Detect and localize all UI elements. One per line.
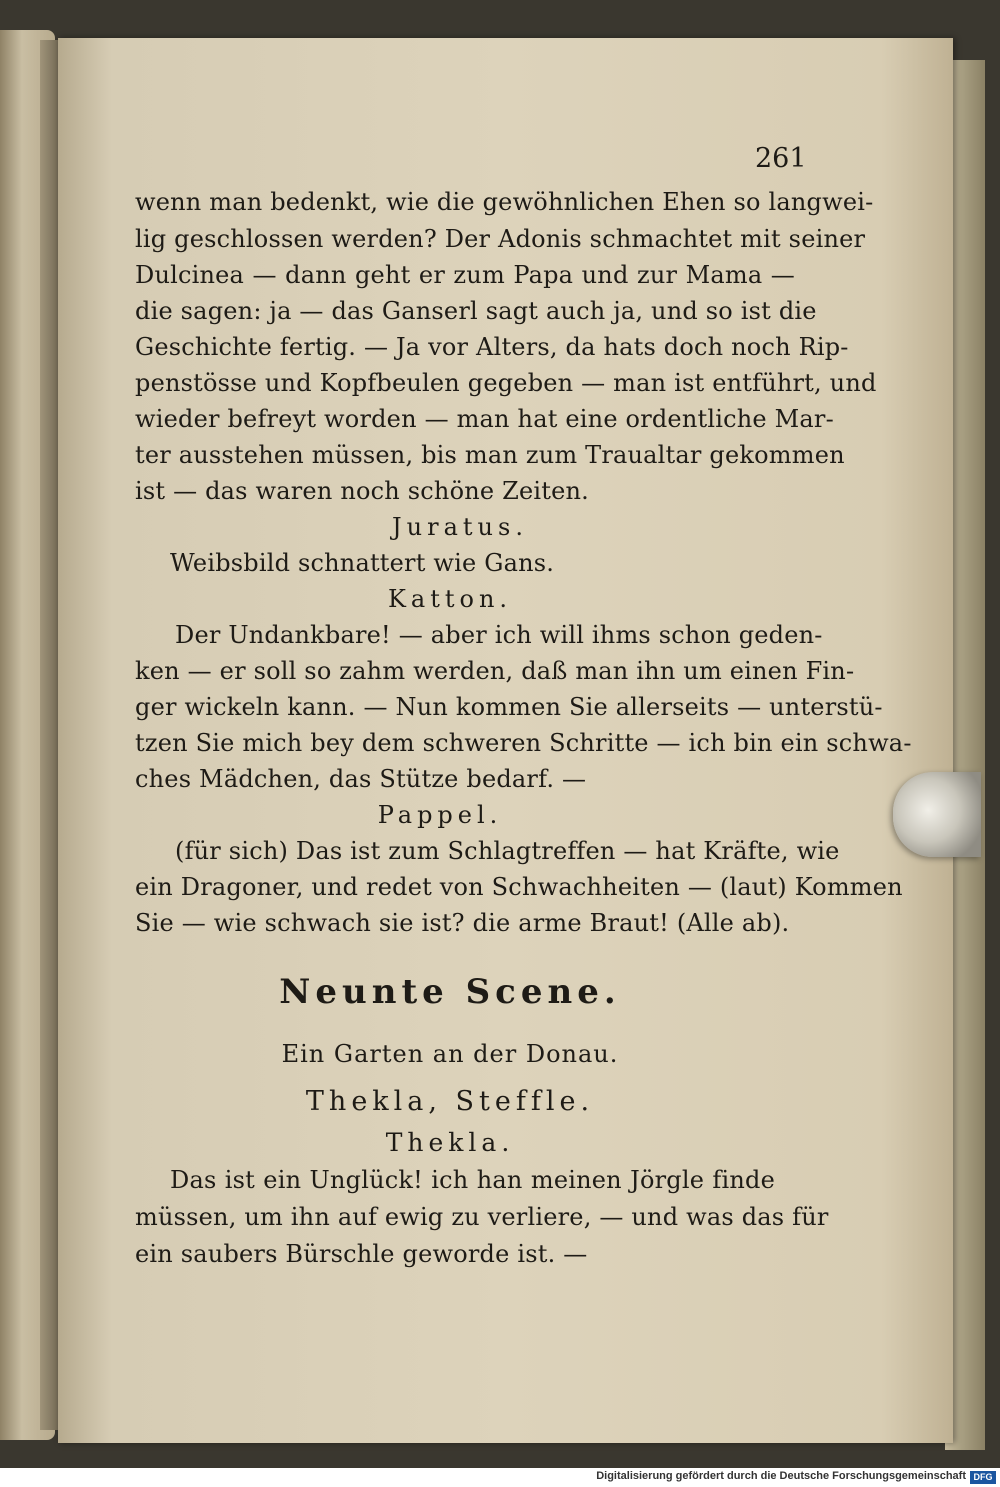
text-line: Weibsbild schnattert wie Gans. xyxy=(170,549,555,577)
dfg-logo-icon: DFG xyxy=(970,1471,996,1484)
credit-footer xyxy=(0,1468,1000,1487)
text-line: ist — das waren noch schöne Zeiten. xyxy=(135,477,589,505)
text-line: Sie — wie schwach sie ist? die arme Braut! (Alle ab). xyxy=(135,909,790,937)
text-line: wieder befreyt worden — man hat eine ordentliche Mar- xyxy=(135,405,834,433)
text-line: müssen, um ihn auf ewig zu verliere, — und was das für xyxy=(135,1203,829,1231)
text-line: Geschichte fertig. — Ja vor Alters, da hats doch noch Rip- xyxy=(135,333,849,361)
text-line: lig geschlossen werden? Der Adonis schmachtet mit seiner xyxy=(135,225,866,253)
text-line: (für sich) Das ist zum Schlagtreffen — hat Kräfte, wie xyxy=(175,837,840,865)
speaker-name: Juratus. xyxy=(392,513,528,541)
text-line: tzen Sie mich bey dem schweren Schritte — ich bin ein schwa- xyxy=(135,729,912,757)
text-line: penstösse und Kopfbeulen gegeben — man ist entführt, und xyxy=(135,369,877,397)
text-line: ger wickeln kann. — Nun kommen Sie allerseits — unterstü- xyxy=(135,693,883,721)
scene-setting: Ein Garten an der Donau. xyxy=(281,1040,619,1068)
text-line: Der Undankbare! — aber ich will ihms schon geden- xyxy=(175,621,823,649)
page-number: 261 xyxy=(755,143,807,174)
scene-characters: Thekla, Steffle. xyxy=(305,1086,595,1117)
text-line: ken — er soll so zahm werden, daß man ihn um einen Fin- xyxy=(135,657,855,685)
speaker-name: Thekla. xyxy=(385,1128,515,1157)
text-line: Das ist ein Unglück! ich han meinen Jörgle finde xyxy=(170,1166,775,1194)
funding-credit: Digitalisierung gefördert durch die Deutsche Forschungsgemeinschaft xyxy=(596,1470,966,1482)
speaker-name: Katton. xyxy=(387,585,513,613)
text-line: ein saubers Bürschle geworde ist. — xyxy=(135,1240,588,1268)
text-line: wenn man bedenkt, wie die gewöhnlichen Ehen so langwei- xyxy=(135,188,874,216)
text-line: ein Dragoner, und redet von Schwachheiten — (laut) Kommen xyxy=(135,873,903,901)
scene-heading: Neunte Scene. xyxy=(279,972,621,1012)
text-line: ches Mädchen, das Stütze bedarf. — xyxy=(135,765,587,793)
text-line: die sagen: ja — das Ganserl sagt auch ja, und so ist die xyxy=(135,297,817,325)
speaker-name: Pappel. xyxy=(377,801,503,829)
text-line: Dulcinea — dann geht er zum Papa und zur Mama — xyxy=(135,261,795,289)
text-line: ter ausstehen müssen, bis man zum Traualtar gekommen xyxy=(135,441,845,469)
